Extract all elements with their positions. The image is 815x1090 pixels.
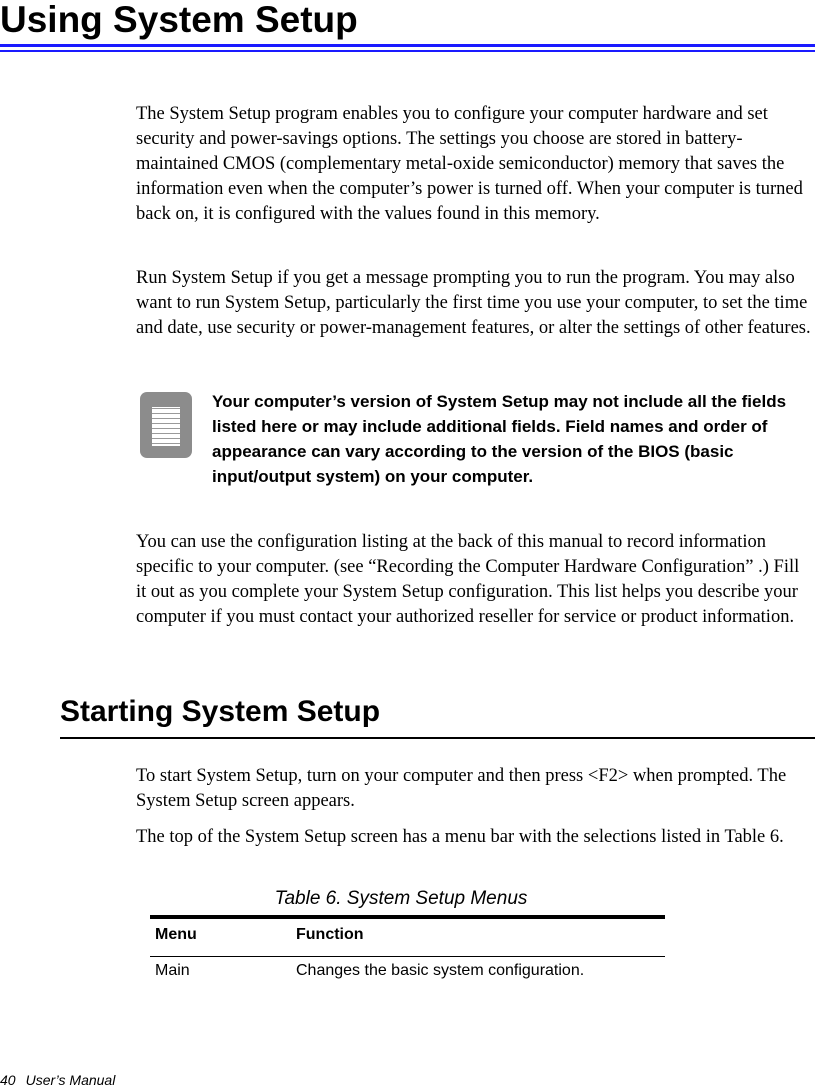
title-rule-thin: [0, 50, 815, 52]
table-header-menu: Menu: [155, 926, 197, 943]
table-top-rule: [150, 915, 665, 919]
table-cell-menu: Main: [155, 962, 190, 979]
menu-bar-paragraph: The top of the System Setup screen has a menu bar with the selections listed in Table 6.: [136, 827, 784, 847]
page-footer: [0, 1071, 115, 1089]
table-caption: Table 6. System Setup Menus: [274, 888, 528, 909]
footer-title: User’s Manual: [25, 1072, 116, 1088]
title-rule-thick: [0, 44, 815, 47]
note-icon-paper: [147, 399, 185, 451]
section-heading-rule: [60, 737, 815, 739]
table-header-rule: [150, 956, 665, 957]
note-text: Your computer’s version of System Setup may not include all the fields listed here or may include additional fields. Field names and order of appearance can vary according to the version of the BIOS (basic input/output system) on your computer.: [212, 392, 787, 486]
run-setup-paragraph: Run System Setup if you get a message prompting you to run the program. You may also want to run System Setup, particularly the first time you use your computer, to set the time and date, use security or power-management features, or alter the settings of other features.: [136, 268, 811, 338]
page-number: 40: [0, 1072, 16, 1088]
table-header-function: Function: [296, 926, 364, 943]
start-setup-paragraph: To start System Setup, turn on your computer and then press <F2> when prompted. The System Setup screen appears.: [136, 766, 787, 811]
configuration-listing-paragraph: You can use the configuration listing at the back of this manual to record information specific to your computer. (see “Recording the Computer Hardware Configuration” .) Fill it out as you complete your System Setup configuration. This list helps you describe your computer if you must contact your authorized reseller for service or product information.: [136, 532, 800, 627]
note-icon: [140, 392, 192, 458]
table-cell-function: Changes the basic system configuration.: [296, 962, 585, 979]
page-title: Using System Setup: [0, 0, 358, 40]
section-heading: Starting System Setup: [60, 695, 381, 728]
intro-paragraph: The System Setup program enables you to configure your computer hardware and set security and power-savings options. The settings you choose are stored in battery-maintained CMOS (complementary metal-oxide semiconductor) memory that saves the information even when the computer’s power is turned off. When your computer is turned back on, it is configured with the values found in this memory.: [136, 104, 803, 224]
